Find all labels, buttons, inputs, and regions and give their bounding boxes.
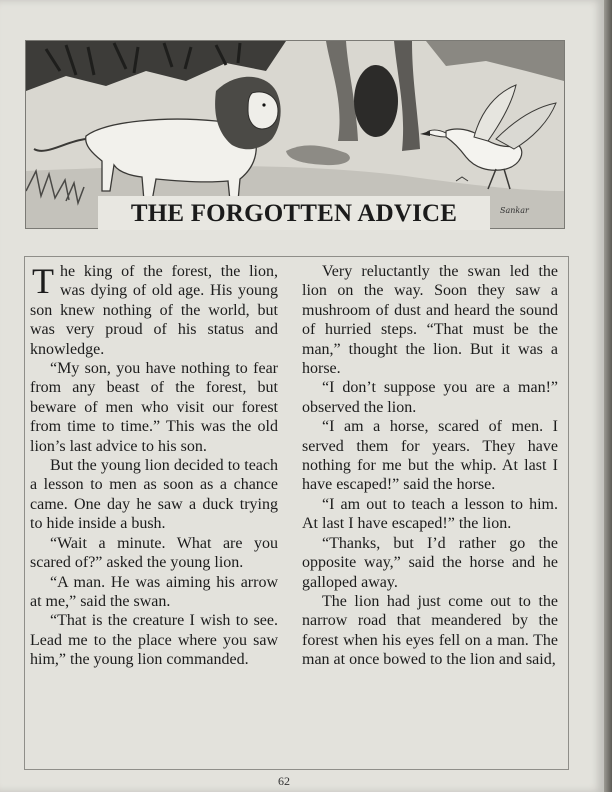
paragraph: “That is the creature I wish to see. Lead me to the place where you saw him,” the young lion commanded. [30, 612, 278, 669]
paragraph: “A man. He was aiming his arrow at me,” said the swan. [30, 573, 278, 610]
paragraph: But the young lion decided to teach a lesson to men as soon as a chance came. One day he saw a duck trying to hide inside a bush. [30, 457, 278, 533]
drop-cap: T [32, 261, 54, 301]
paragraph [30, 262, 278, 359]
paragraph: “I don’t suppose you are a man!” observed the lion. [302, 379, 558, 416]
title-banner [98, 196, 490, 230]
paragraph-text: he king of the forest, the lion, was dying of old age. His young son knew nothing of the world, but was very proud of his status and knowledge. [30, 263, 278, 358]
paragraph: “I am out to teach a lesson to him. At last I have escaped!” the lion. [302, 495, 558, 533]
paragraph: “I am a horse, scared of men. I served them for years. They have nothing for me but the whip. At last I have escaped!” said the horse. [302, 418, 558, 494]
paragraph: “Wait a minute. What are you scared of?” asked the young lion. [30, 534, 278, 572]
page-title: THE FORGOTTEN ADVICE [130, 200, 458, 227]
paragraph: “My son, you have nothing to fear from any beast of the forest, but beware of men who visit our forest from time to time.” This was the old lion’s last advice to his son. [30, 360, 278, 455]
paragraph: The lion had just come out to the narrow road that meandered by the forest when his eyes fell on a man. The man at once bowed to the lion and said, [302, 592, 558, 669]
book-spine-shadow [604, 0, 612, 792]
page-number: 62 [278, 774, 290, 788]
left-text-column [30, 262, 278, 670]
paragraph: “Thanks, but I’d rather go the opposite way,” said the horse and he galloped away. [302, 534, 558, 591]
right-text-column [302, 262, 558, 670]
paragraph: Very reluctantly the swan led the lion on the way. Soon they saw a mushroom of dust and heard the sound of hurried steps. “That must be the man,” thought the lion. But it was a horse. [302, 263, 558, 378]
artist-signature: Sankar [500, 206, 529, 215]
